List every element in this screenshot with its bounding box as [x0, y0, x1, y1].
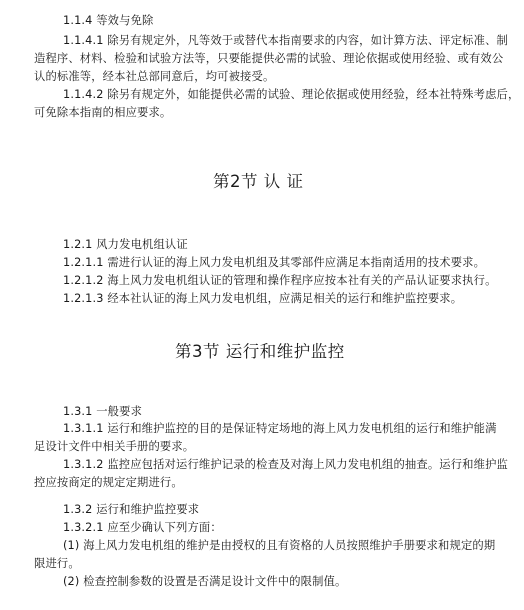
section-heading-1-1-4: 1.1.4 等效与免除 [63, 14, 154, 27]
chapter-section-3-title: 第3节 运行和维护监控 [175, 342, 345, 361]
paragraph-1-1-4-1-line-2: 造程序、材料、检验和试验方法等，只要能提供必需的试验、理论依据或使用经验、或有效公 [34, 52, 504, 65]
paragraph-1-2-1-3: 1.2.1.3 经本社认证的海上风力发电机组，应满足相关的运行和维护监控要求。 [63, 292, 463, 305]
paragraph-1-3-1-2-line-1: 1.3.1.2 监控应包括对运行维护记录的检查及对海上风力发电机组的抽查。运行和维护监 [63, 458, 508, 471]
list-item-2: (2) 检查控制参数的设置是否满足设计文件中的限制值。 [63, 575, 347, 588]
chapter-section-2-title: 第2节 认 证 [213, 172, 304, 191]
paragraph-1-3-1-1-line-2: 足设计文件中相关手册的要求。 [34, 440, 195, 453]
paragraph-1-3-1-1-line-1: 1.3.1.1 运行和维护监控的目的是保证特定场地的海上风力发电机组的运行和维护能满 [63, 422, 497, 435]
section-heading-1-3-2: 1.3.2 运行和维护监控要求 [63, 503, 200, 516]
paragraph-1-3-2-1: 1.3.2.1 应至少确认下列方面： [63, 521, 222, 534]
section-heading-1-2-1: 1.2.1 风力发电机组认证 [63, 238, 188, 251]
paragraph-1-1-4-2-line-1: 1.1.4.2 除另有规定外，如能提供必需的试验、理论依据或使用经验，经本社特殊考虑后， [63, 88, 520, 101]
paragraph-1-1-4-1-line-1: 1.1.4.1 除另有规定外，凡等效于或替代本指南要求的内容，如计算方法、评定标准、制 [63, 34, 508, 47]
paragraph-1-1-4-1-line-3: 认的标准等，经本社总部同意后，均可被接受。 [34, 70, 275, 83]
paragraph-1-2-1-1: 1.2.1.1 需进行认证的海上风力发电机组及其零部件应满足本指南适用的技术要求。 [63, 256, 486, 269]
paragraph-1-1-4-2-line-2: 可免除本指南的相应要求。 [34, 106, 172, 119]
section-heading-1-3-1: 1.3.1 一般要求 [63, 405, 143, 418]
paragraph-1-2-1-2: 1.2.1.2 海上风力发电机组认证的管理和操作程序应按本社有关的产品认证要求执行。 [63, 274, 497, 287]
paragraph-1-3-1-2-line-2: 控应按商定的规定定期进行。 [34, 476, 183, 489]
list-item-1-line-2: 限进行。 [34, 557, 80, 570]
list-item-1-line-1: (1) 海上风力发电机组的维护是由授权的且有资格的人员按照维护手册要求和规定的期 [63, 539, 496, 552]
